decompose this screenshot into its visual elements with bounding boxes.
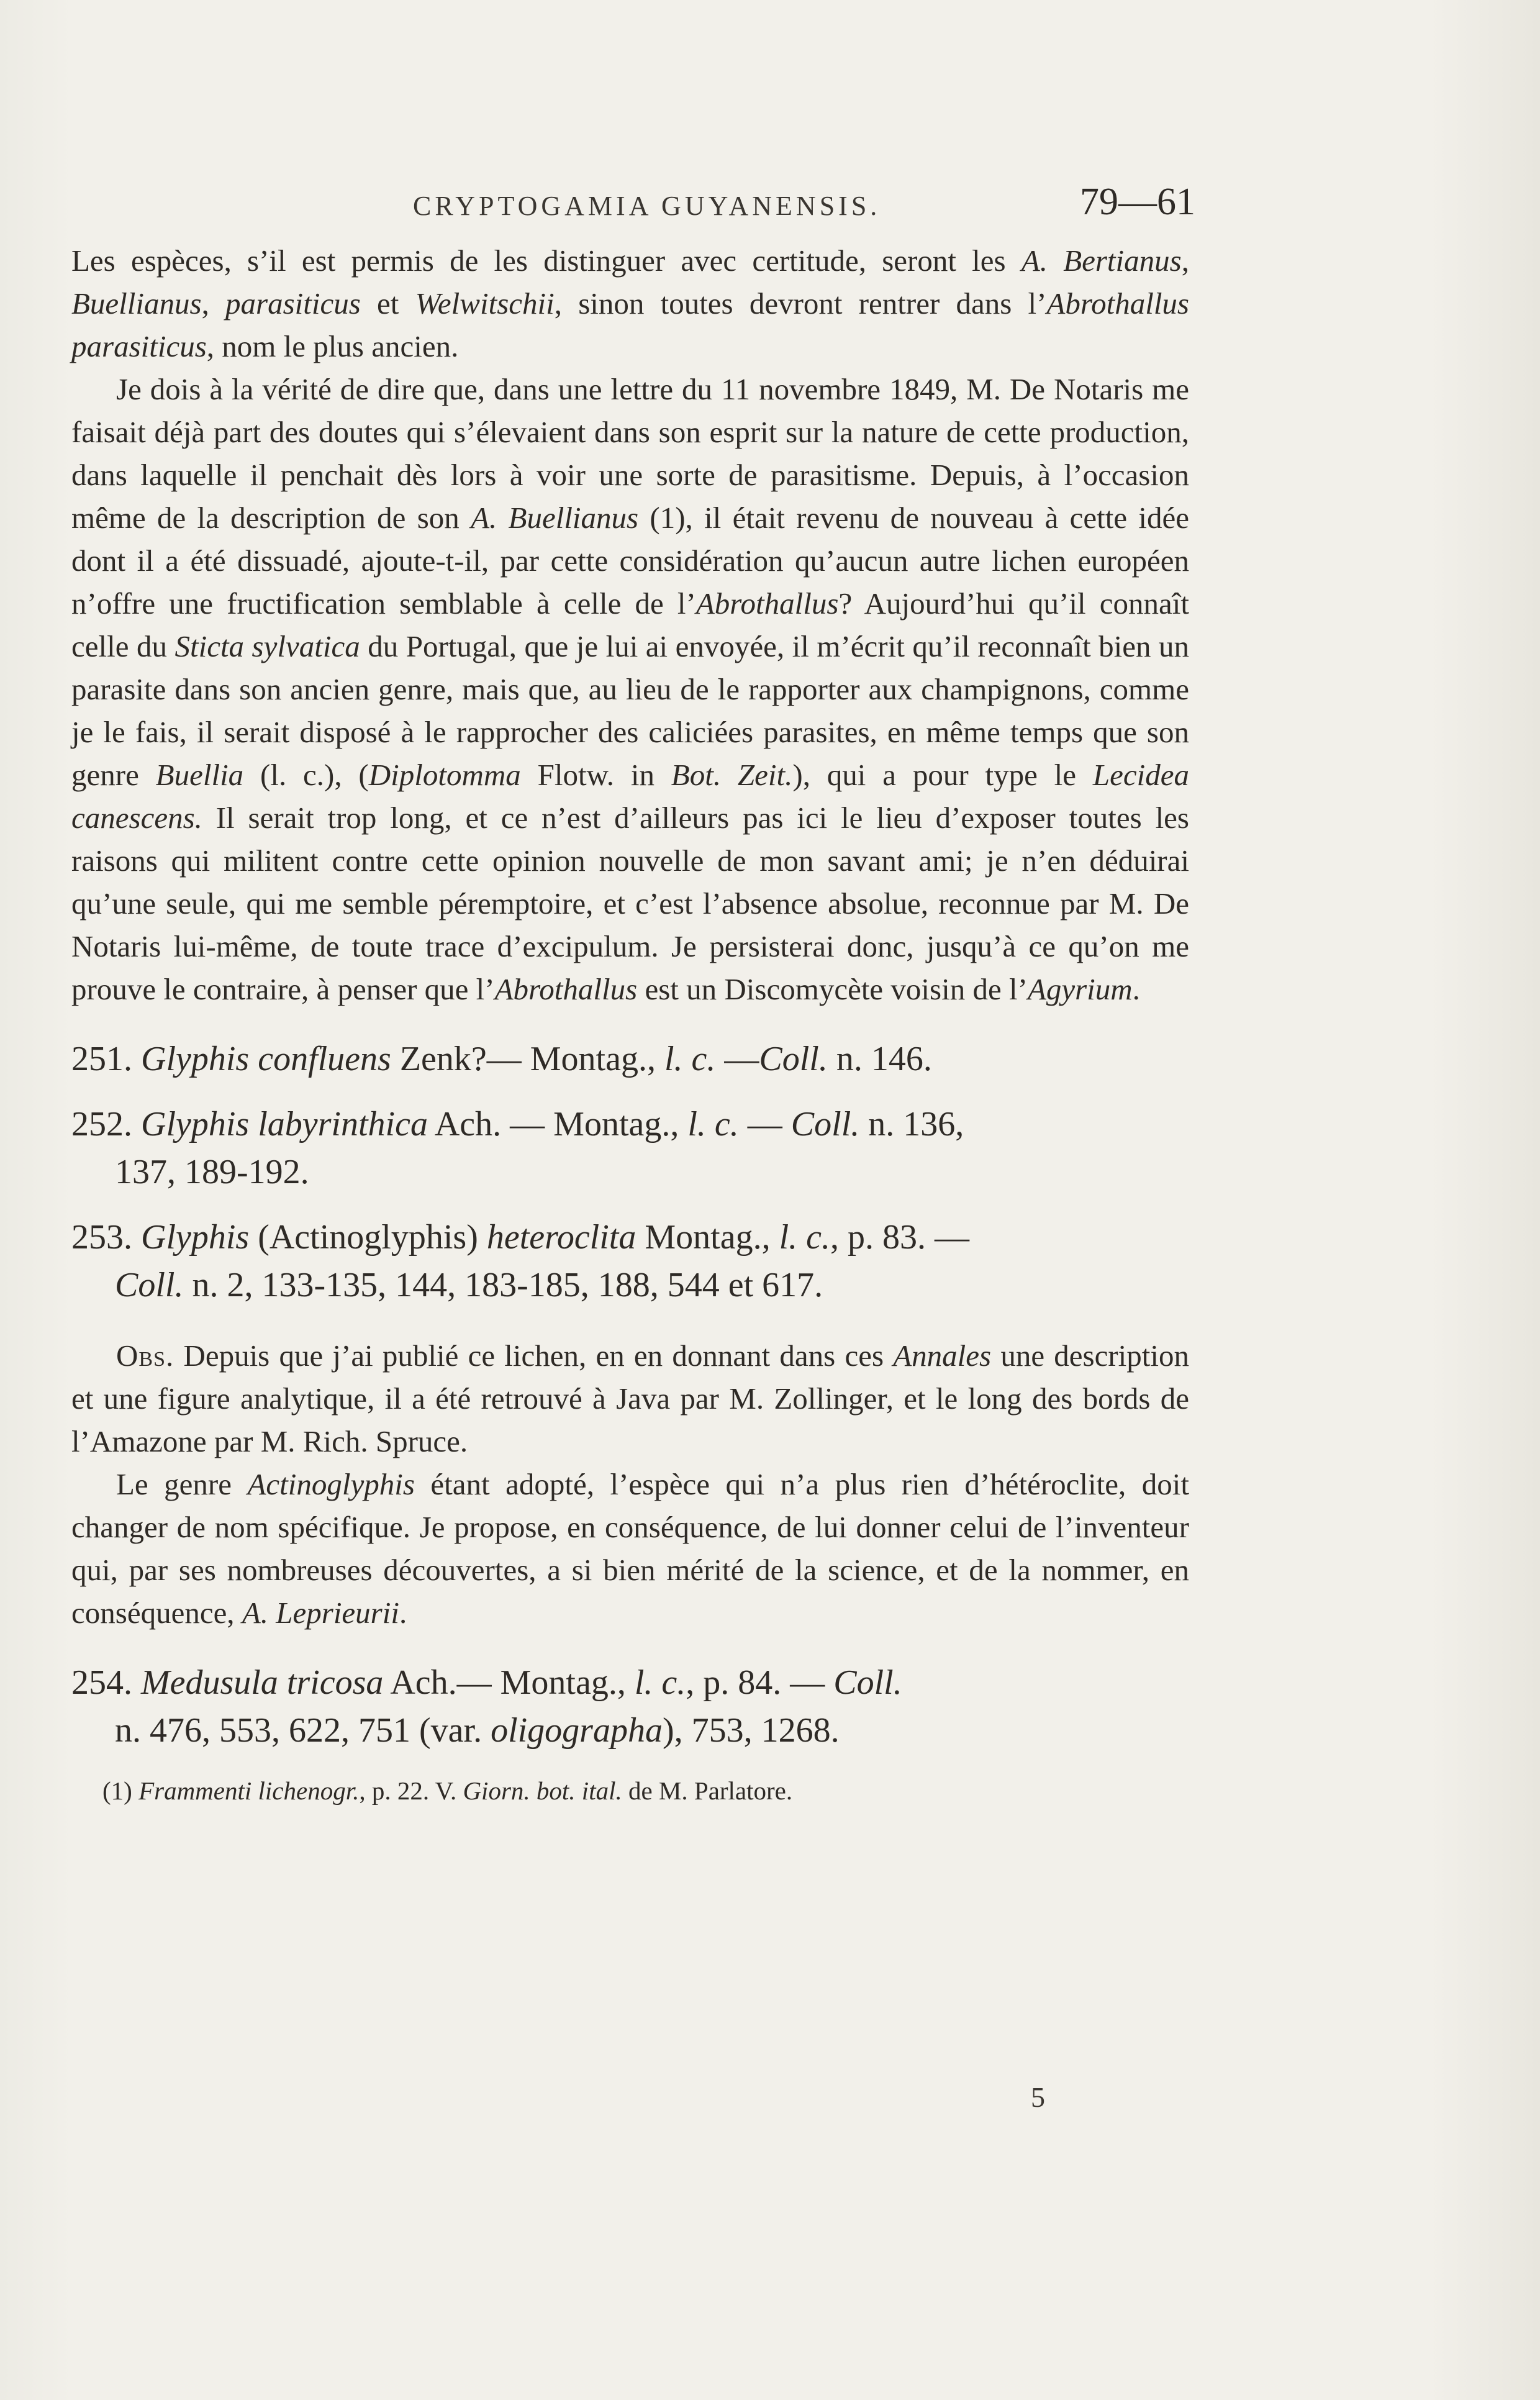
paragraph-genre: Le genre Actinoglyphis étant adopté, l’espèce qui n’a plus rien d’hétéroclite, doit changer de nom spécifique. Je propose, en conséquence, de lui donner celui de l’inventeur qui, par ses nombreuses découvertes, a si bien mérité de la science, et de la nommer, en conséquence, A. Leprieurii. — [71, 1467, 1189, 1630]
running-head: CRYPTOGAMIA GUYANENSIS. — [413, 191, 881, 221]
paragraph-species: Les espèces, s’il est permis de les distinguer avec certitude, seront les A. Bertianus, Buellianus, parasiticus et Welwitschii, sinon toutes devront rentrer dans l’Abrothallus parasiticus, nom le plus ancien. — [71, 243, 1189, 363]
entry-252: 252. Glyphis labyrinthica Ach. — Montag., l. c. — Coll. n. 136, 137, 189-192. — [71, 1105, 964, 1191]
signature-mark: 5 — [1031, 2081, 1045, 2113]
footnote: (1) Frammenti lichenogr., p. 22. V. Giorn. bot. ital. de M. Parlatore. — [102, 1776, 793, 1805]
page-number: 79—61 — [1080, 181, 1195, 223]
entry-251: 251. Glyphis confluens Zenk?— Montag., l. c. —Coll. n. 146. — [71, 1040, 932, 1078]
paragraph-de-notaris: Je dois à la vérité de dire que, dans une lettre du 11 novembre 1849, M. De Notaris me faisait déjà part des doutes qui s’élevaient dans son esprit sur la nature de cette production, dans laquelle il penchait dès lors à voir une sorte de parasitisme. Depuis, à l’occasion même de la description de son A. Buellianus (1), il était revenu de nouveau à cette idée dont il a été dissuadé, ajoute-t-il, par cette considération qu’aucun autre lichen européen n’offre une fructification semblable à celle de l’Abrothallus? Aujourd’hui qu’il connaît celle du Sticta sylvatica du Portugal, que je lui ai envoyée, il m’écrit qu’il reconnaît bien un parasite dans son ancien genre, mais que, au lieu de le rapporter aux champignons, comme je le fais, il serait disposé à le rapprocher des caliciées parasites, en même temps que son genre Buellia (l. c.), (Diplotomma Flotw. in Bot. Zeit.), qui a pour type le Lecidea canescens. Il serait trop long, et ce n’est d’ailleurs pas ici le lieu d’exposer toutes les raisons qui militent contre cette opinion nouvelle de mon savant ami; je n’en déduirai qu’une seule, qui me semble péremptoire, et c’est l’absence absolue, reconnue par M. De Notaris lui-même, de toute trace d’excipulum. Je persisterai donc, jusqu’à ce qu’on me prouve le contraire, à penser que l’Abrothallus est un Discomycète voisin de l’Agyrium. — [71, 372, 1190, 1006]
body-text — [71, 239, 1189, 1809]
entry-254: 254. Medusula tricosa Ach.— Montag., l. c., p. 84. — Coll. n. 476, 553, 622, 751 (var. oligographa), 753, 1268. — [71, 1663, 902, 1750]
page-header — [71, 180, 1195, 242]
entry-253: 253. Glyphis (Actinoglyphis) heteroclita Montag., l. c., p. 83. — Coll. n. 2, 133-135, 144, 183-185, 188, 544 et 617. — [71, 1218, 969, 1304]
observation: Obs. Depuis que j’ai publié ce lichen, en en donnant dans ces Annales une description et une figure analytique, il a été retrouvé à Java par M. Zollinger, et le long des bords de l’Amazone par M. Rich. Spruce. — [71, 1339, 1189, 1458]
